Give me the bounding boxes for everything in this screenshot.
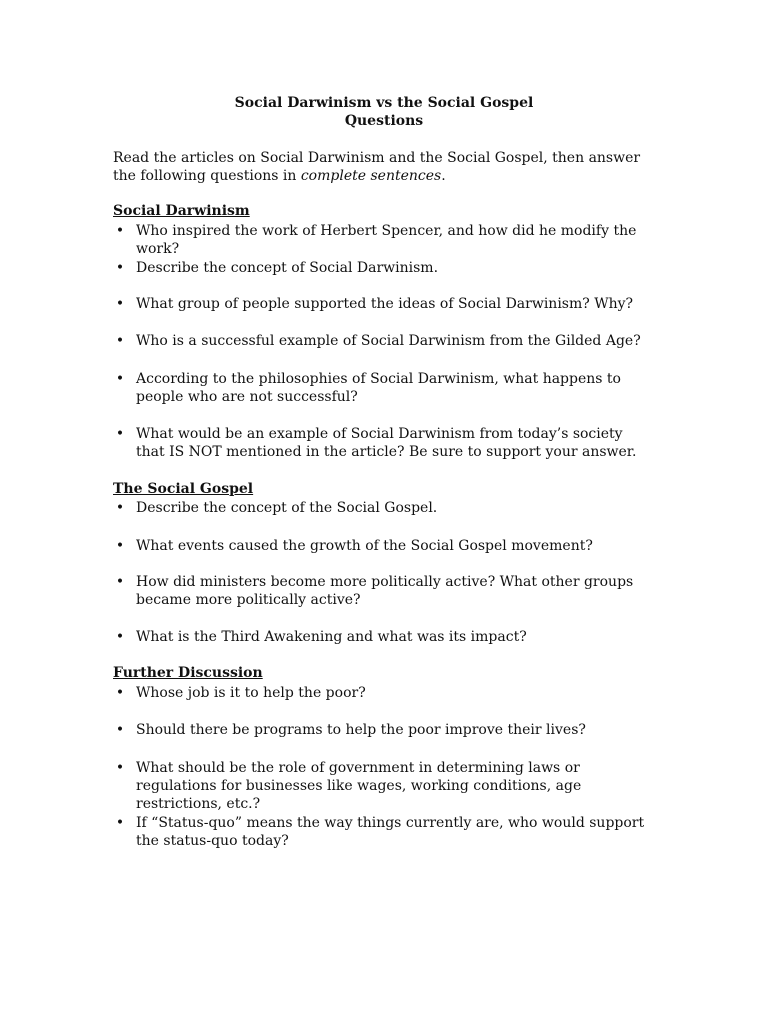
- question-item: [113, 259, 653, 277]
- instructions-paragraph: [113, 149, 653, 185]
- question-text: How did ministers become more politically active? What other groups became more politically active?: [136, 574, 634, 608]
- document-subtitle: Questions: [344, 113, 424, 129]
- question-text: What is the Third Awakening and what was its impact?: [136, 629, 527, 645]
- question-item: [113, 759, 653, 813]
- question-text: Describe the concept of the Social Gospel.: [136, 500, 438, 516]
- question-text: What group of people supported the ideas of Social Darwinism? Why?: [136, 296, 634, 312]
- bullet-icon: •: [115, 574, 125, 590]
- question-item: [113, 425, 653, 461]
- bullet-icon: •: [115, 722, 125, 738]
- question-item: [113, 628, 653, 646]
- question-item: [113, 499, 653, 517]
- bullet-icon: •: [115, 815, 125, 831]
- question-text: According to the philosophies of Social Darwinism, what happens to people who are not successful?: [136, 371, 621, 405]
- document-title: Social Darwinism vs the Social Gospel: [234, 95, 534, 111]
- section-heading-further-discussion: Further Discussion: [113, 665, 263, 681]
- bullet-icon: •: [115, 629, 125, 645]
- instructions-end: .: [441, 168, 446, 184]
- question-text: If “Status-quo” means the way things currently are, who would support the status-quo today?: [136, 815, 645, 849]
- question-item: [113, 537, 653, 555]
- bullet-icon: •: [115, 500, 125, 516]
- instructions-emphasis: complete sentences: [300, 168, 442, 184]
- bullet-icon: •: [115, 538, 125, 554]
- question-item: [113, 573, 653, 609]
- question-item: [113, 370, 653, 406]
- question-item: [113, 222, 653, 258]
- question-text: What would be an example of Social Darwinism from today’s society that IS NOT mentioned in the article? Be sure to support your answer.: [136, 426, 637, 460]
- question-text: What events caused the growth of the Social Gospel movement?: [136, 538, 593, 554]
- section-heading-social-darwinism: Social Darwinism: [113, 203, 250, 219]
- bullet-icon: •: [115, 760, 125, 776]
- section-heading-social-gospel: The Social Gospel: [113, 481, 254, 497]
- question-text: Whose job is it to help the poor?: [136, 685, 366, 701]
- bullet-icon: •: [115, 426, 125, 442]
- question-text: Who inspired the work of Herbert Spencer, and how did he modify the work?: [136, 223, 637, 257]
- question-item: [113, 295, 653, 313]
- question-text: Who is a successful example of Social Darwinism from the Gilded Age?: [136, 333, 641, 349]
- bullet-icon: •: [115, 685, 125, 701]
- instructions-text: Read the articles on Social Darwinism and the Social Gospel, then answer the following questions in: [113, 150, 641, 184]
- bullet-icon: •: [115, 371, 125, 387]
- question-item: [113, 332, 653, 350]
- bullet-icon: •: [115, 296, 125, 312]
- bullet-icon: •: [115, 333, 125, 349]
- question-item: [113, 814, 653, 850]
- question-item: [113, 721, 653, 739]
- bullet-icon: •: [115, 260, 125, 276]
- question-item: [113, 684, 653, 702]
- question-text: Describe the concept of Social Darwinism.: [136, 260, 439, 276]
- question-text: Should there be programs to help the poor improve their lives?: [136, 722, 586, 738]
- bullet-icon: •: [115, 223, 125, 239]
- question-text: What should be the role of government in determining laws or regulations for businesses like wages, working conditions, age restrictions, etc.?: [136, 760, 582, 812]
